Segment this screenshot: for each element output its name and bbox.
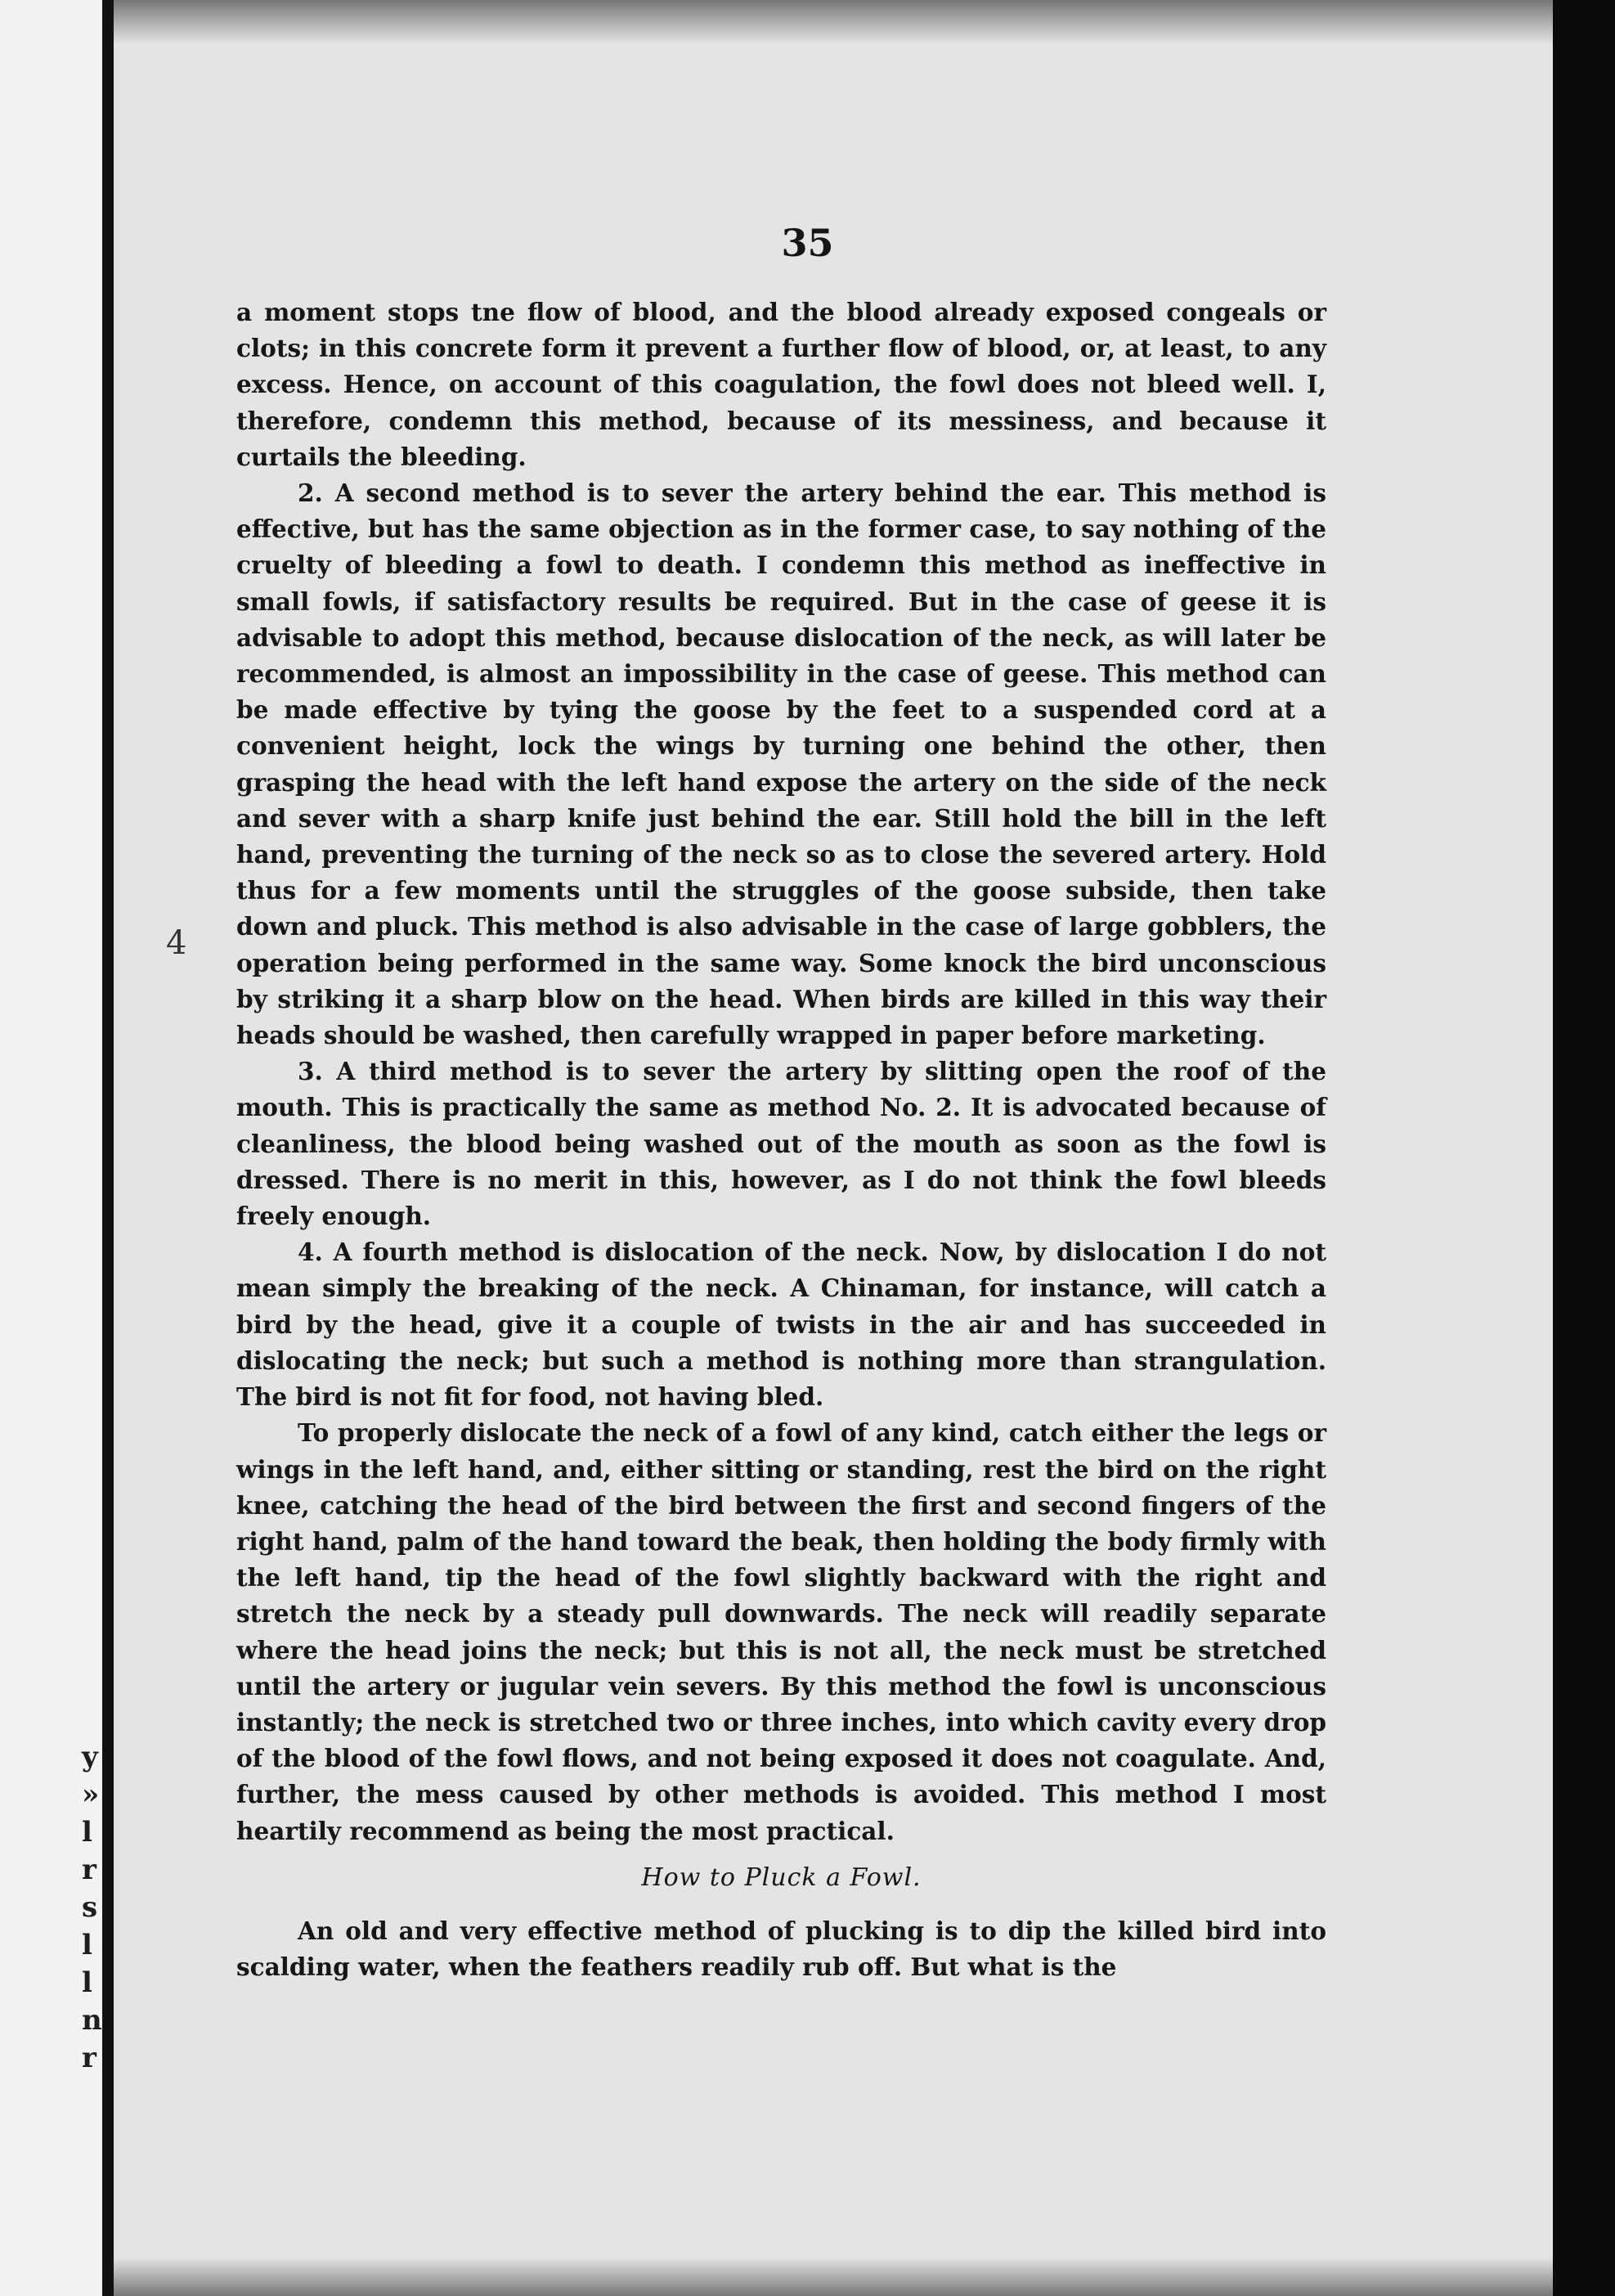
previous-page-text-fragments (82, 1738, 101, 2077)
top-edge-shadow (114, 0, 1553, 44)
paragraph-method-2: 2. A second method is to sever the artery behind the ear. This method is effective, but has the same objection as in the former case, to say nothing of the cruelty of bleeding a fowl to death. I condemn this method as ineffective in small fowls, if satisfactory results be required. But in the case of geese it is advisable to adopt this method, because dislocation of the neck, as will later be recommended, is almost an impossibility in the case of geese. This method can be made effective by tying the goose by the feet to a suspended cord at a convenient height, lock the wings by turning one behind the other, then grasping the head with the left hand expose the artery on the side of the neck and sever with a sharp knife just behind the ear. Still hold the bill in the left hand, preventing the turning of the neck so as to close the severed artery. Hold thus for a few moments until the struggles of the goose subside, then take down and pluck. This method is also advisable in the case of large gobblers, the operation being performed in the same way. Some knock the bird unconscious by striking it a sharp blow on the head. When birds are killed in this way their heads should be washed, then carefully wrapped in paper before marketing. (236, 479, 1326, 1050)
fragment: r (82, 1853, 96, 1886)
fragment: y (82, 1741, 98, 1773)
margin-pencil-mark: 4 (166, 924, 187, 962)
fragment: » (82, 1778, 100, 1811)
page-number: 35 (781, 221, 834, 265)
paragraph-method-3: 3. A third method is to sever the artery by slitting open the roof of the mouth. This is practically the same as method No. 2. It is advocated because of cleanliness, the blood being washed out of the mouth as soon as the fowl is dressed. There is no merit in this, however, as I do not think the fowl bleeds freely enough. (236, 1057, 1326, 1231)
paragraph-plucking: An old and very effective method of plucking is to dip the killed bird into scalding water, when the feathers readily rub off. But what is the (236, 1916, 1326, 1981)
right-edge-shadow (1553, 0, 1615, 2296)
book-spine-shadow (102, 0, 114, 2296)
bottom-edge-shadow (114, 2258, 1553, 2296)
page-body-text (236, 294, 1326, 1985)
fragment: r (82, 2042, 96, 2074)
paragraph-dislocation-instructions: To properly dislocate the neck of a fowl of any kind, catch either the legs or wings in the left hand, and, either sitting or standing, rest the bird on the right knee, catching the head of the bird between the first and second fingers of the right hand, palm of the hand toward the beak, then holding the body firmly with the left hand, tip the head of the fowl slightly backward with the right and stretch the neck by a steady pull downwards. The neck will readily separate where the head joins the neck; but this is not all, the neck must be stretched until the artery or jugular vein severs. By this method the fowl is unconscious instantly; the neck is stretched two or three inches, into which cavity every drop of the blood of the fowl flows, and not being exposed it does not coagulate. And, further, the mess caused by other methods is avoided. This method I most heartily recommend as being the most practical. (236, 1418, 1326, 1845)
paragraph-method-4: 4. A fourth method is dislocation of the neck. Now, by dislocation I do not mean simply the breaking of the neck. A Chinaman, for instance, will catch a bird by the head, give it a couple of twists in the air and has succeeded in dislocating the neck; but such a method is nothing more than strangulation. The bird is not fit for food, not having bled. (236, 1238, 1326, 1412)
fragment: s (82, 1891, 98, 1924)
fragment: n (82, 2004, 102, 2037)
paragraph-continuation: a moment stops tne flow of blood, and the blood already exposed congeals or clots; in this concrete form it prevent a further flow of blood, or, at least, to any excess. Hence, on account of this coagulation, the fowl does not bleed well. I, therefore, condemn this method, because of its messiness, and because it curtails the bleeding. (236, 298, 1326, 471)
fragment: l (82, 1966, 92, 1999)
fragment: l (82, 1929, 92, 1961)
section-heading: How to Pluck a Fowl. (641, 1862, 922, 1892)
fragment: l (82, 1816, 92, 1849)
